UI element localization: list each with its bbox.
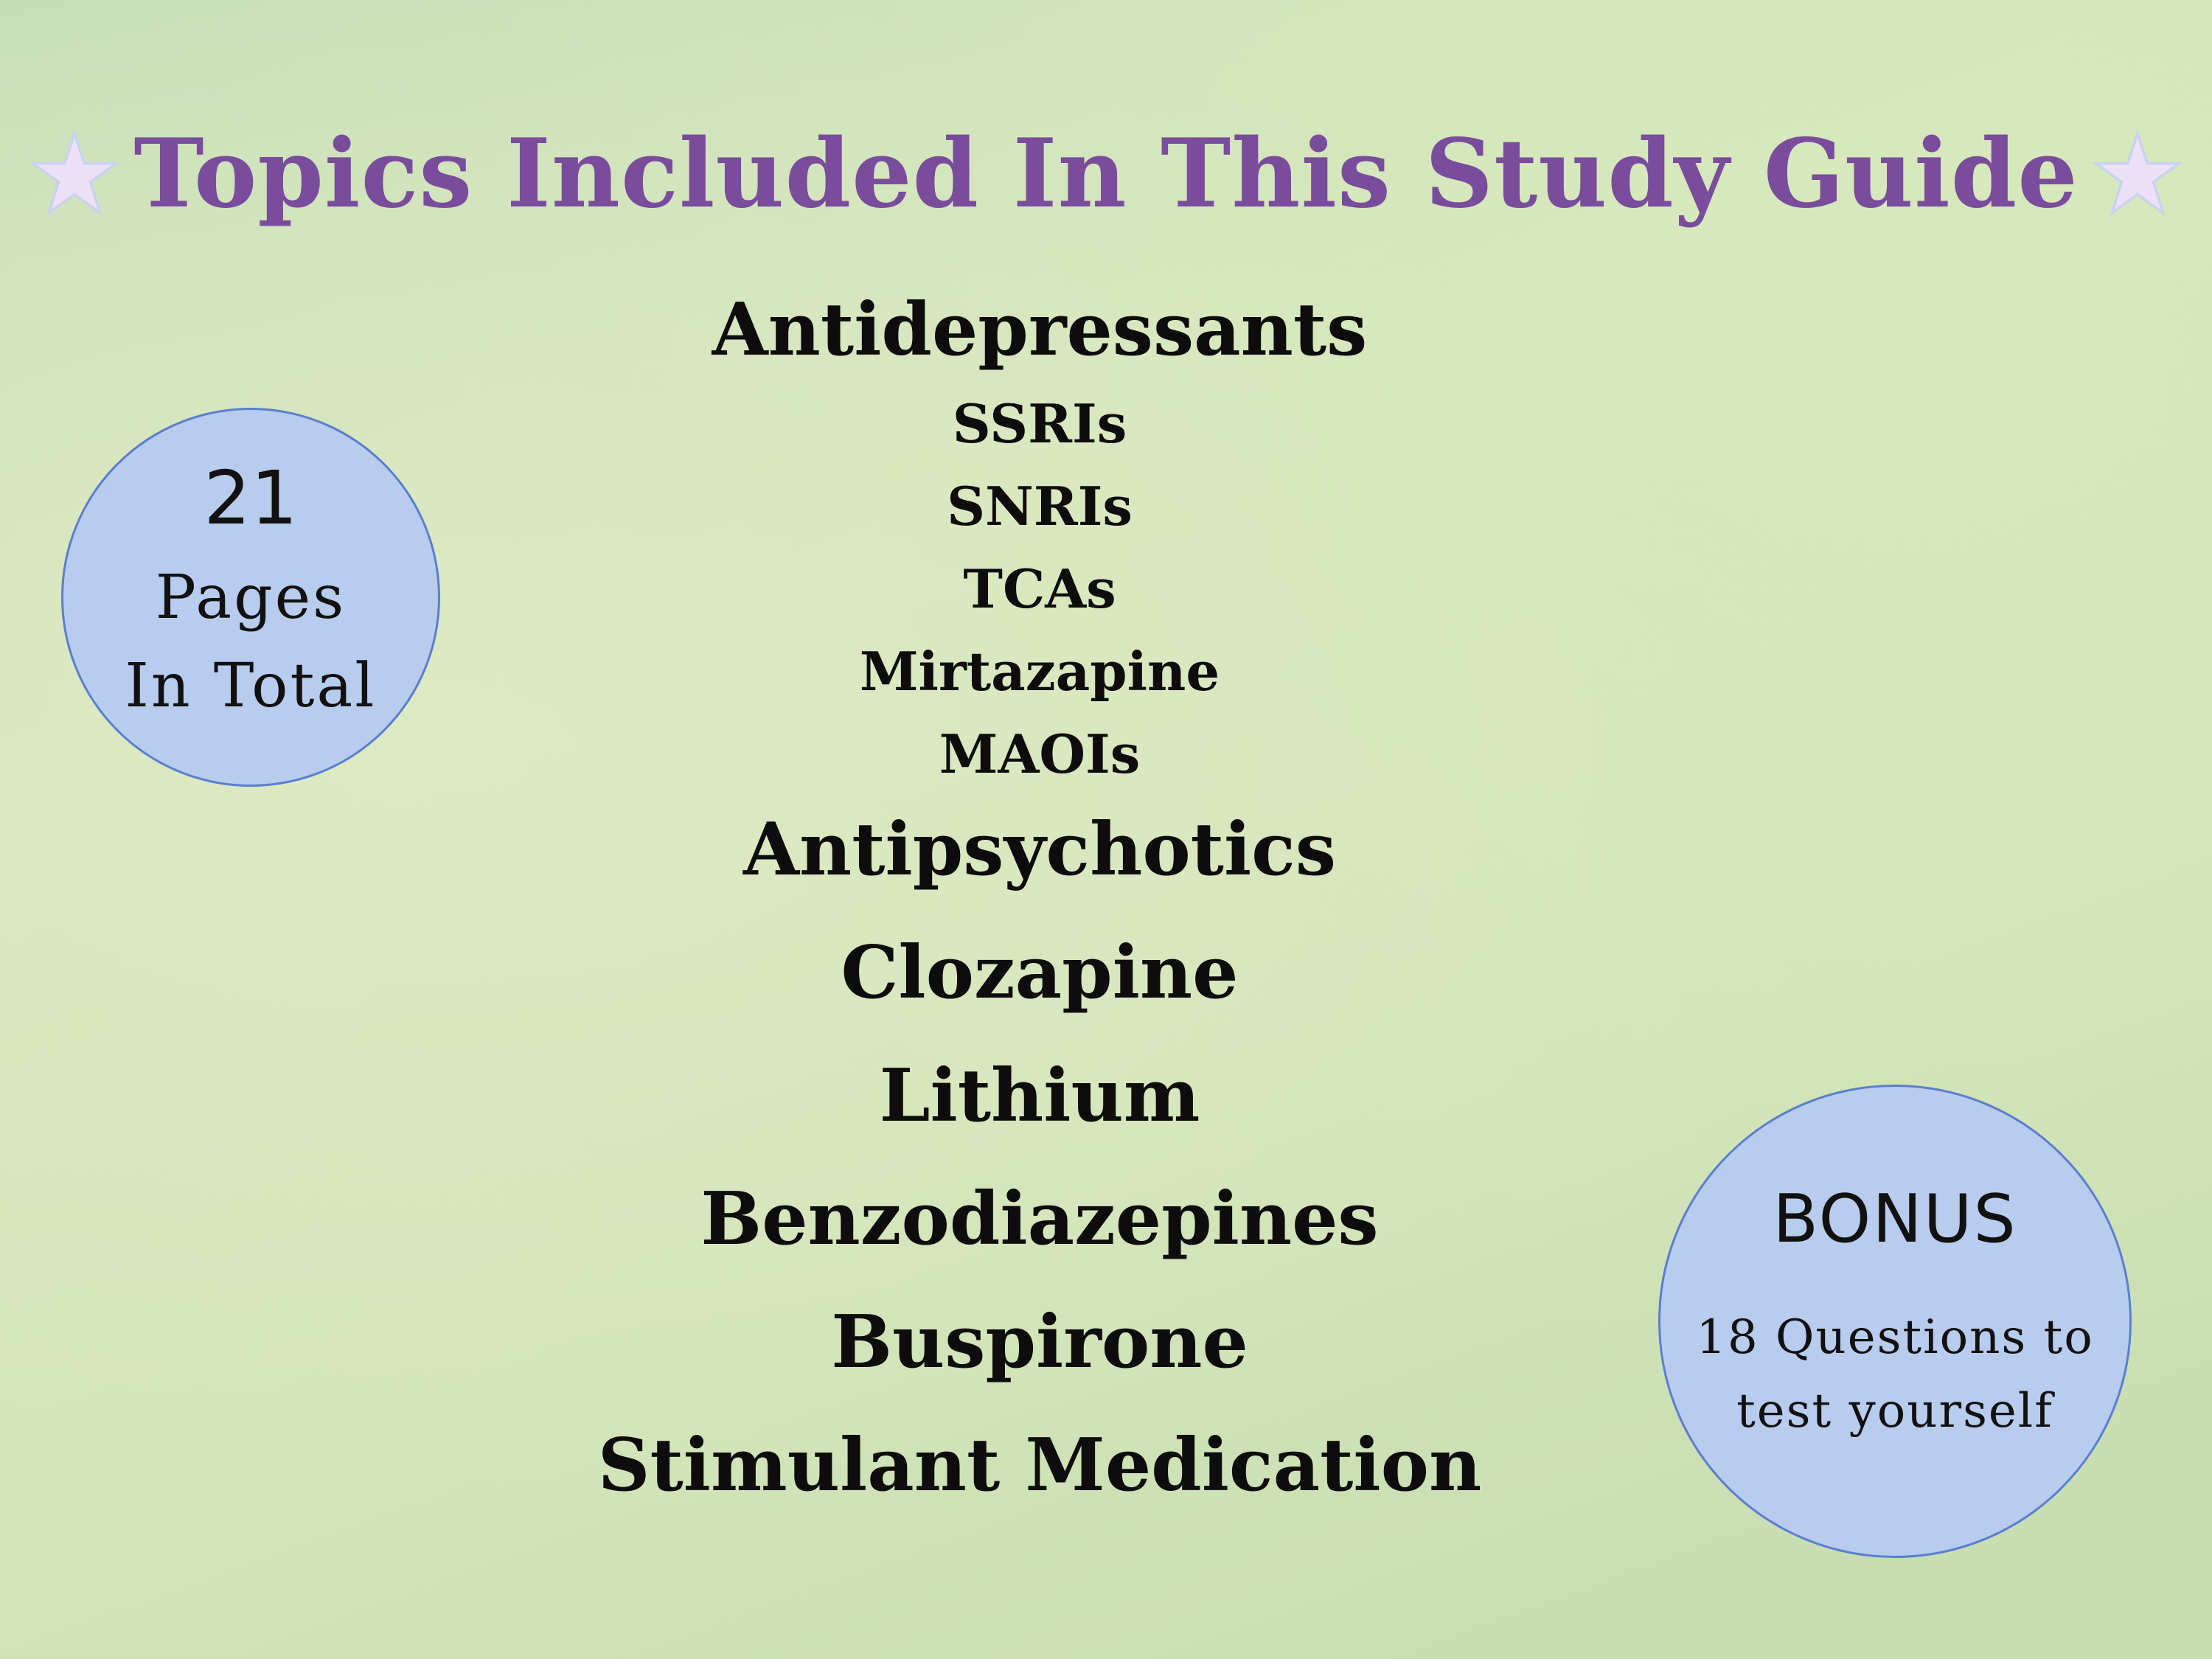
- topic-buspirone: Buspirone: [831, 1300, 1248, 1385]
- subtopic-tcas: TCAs: [963, 557, 1116, 620]
- subtopic-maois: MAOIs: [939, 723, 1141, 785]
- pages-badge: [61, 408, 440, 787]
- bonus-text-line1: 18 Questions to: [1696, 1310, 2094, 1365]
- title-text: Topics Included In This Study Guide: [133, 119, 2079, 229]
- star-icon: [2093, 130, 2182, 218]
- bonus-title: BONUS: [1773, 1180, 2017, 1258]
- topic-benzodiazepines: Benzodiazepines: [700, 1177, 1379, 1262]
- star-icon: [30, 130, 119, 218]
- subtopic-snris: SNRIs: [947, 475, 1133, 538]
- bonus-badge: [1658, 1085, 2132, 1558]
- bonus-text-line2: test yourself: [1736, 1384, 2053, 1439]
- pages-count: 21: [204, 455, 298, 541]
- topic-antipsychotics: Antipsychotics: [742, 807, 1337, 892]
- topic-lithium: Lithium: [879, 1054, 1200, 1138]
- pages-label: Pages: [155, 563, 347, 633]
- subtopic-ssris: SSRIs: [952, 392, 1127, 455]
- pages-total-label: In Total: [125, 651, 377, 721]
- subtopic-mirtazapine: Mirtazapine: [859, 640, 1220, 703]
- page-title: [0, 103, 2212, 237]
- topic-clozapine: Clozapine: [841, 931, 1239, 1015]
- topic-antidepressants: Antidepressants: [712, 288, 1368, 372]
- topic-stimulant-medication: Stimulant Medication: [597, 1423, 1482, 1508]
